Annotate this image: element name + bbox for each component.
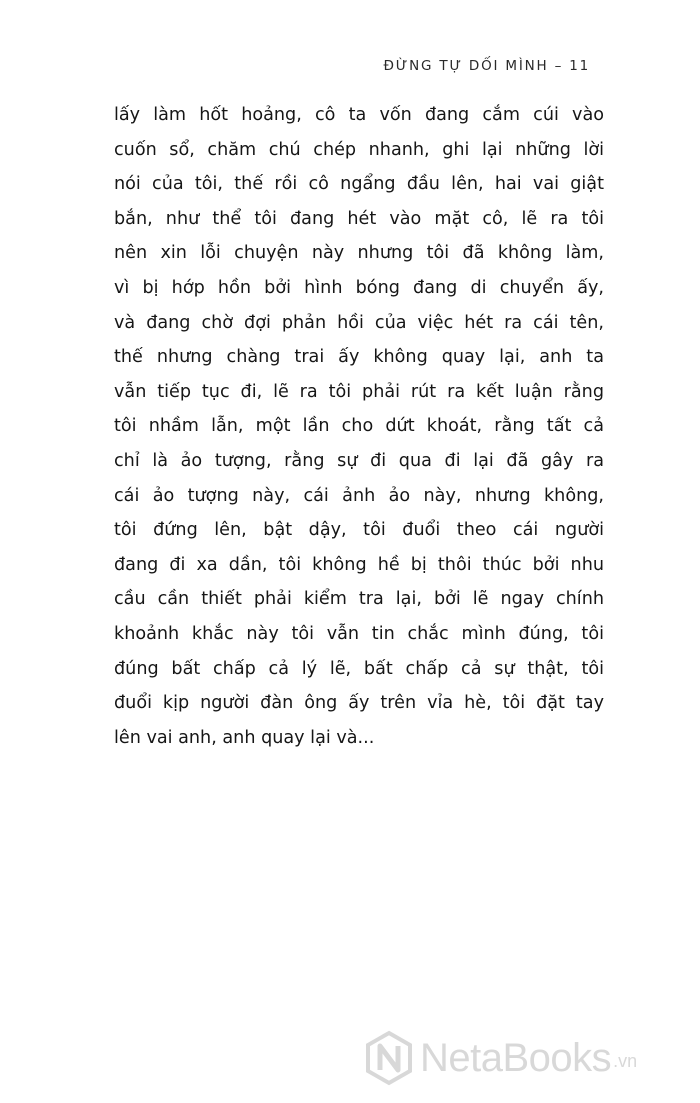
text-line: thế nhưng chàng trai ấy không quay lại, anh ta (114, 347, 604, 368)
text-line: nói của tôi, thế rồi cô ngẩng đầu lên, hai vai giật (114, 174, 604, 195)
text-line: cuốn sổ, chăm chú chép nhanh, ghi lại những lời (114, 139, 604, 160)
text-line: vì bị hớp hồn bởi hình bóng đang di chuyển ấy, (114, 277, 604, 298)
text-line: và đang chờ đợi phản hồi của việc hét ra cái tên, (114, 312, 604, 333)
hexagon-n-logo-icon (364, 1030, 414, 1086)
text-line: tôi đứng lên, bật dậy, tôi đuổi theo cái người (114, 520, 604, 541)
running-header: ĐỪNG TỰ DỐI MÌNH – 11 (383, 58, 590, 74)
text-line: chỉ là ảo tượng, rằng sự đi qua đi lại đã gây ra (114, 450, 604, 471)
text-line-last: lên vai anh, anh quay lại và... (114, 727, 375, 748)
text-line: khoảnh khắc này tôi vẫn tin chắc mình đúng, tôi (114, 623, 604, 644)
text-line: đuổi kịp người đàn ông ấy trên vỉa hè, tôi đặt tay (114, 693, 604, 714)
text-line: vẫn tiếp tục đi, lẽ ra tôi phải rút ra kết luận rằng (114, 381, 604, 402)
text-line: nên xin lỗi chuyện này nhưng tôi đã không làm, (114, 243, 604, 264)
body-text (114, 98, 604, 755)
watermark (364, 1030, 637, 1086)
text-line: cầu cần thiết phải kiểm tra lại, bởi lẽ ngay chính (114, 589, 604, 610)
text-line: đúng bất chấp cả lý lẽ, bất chấp cả sự thật, tôi (114, 658, 604, 679)
text-line: cái ảo tượng này, cái ảnh ảo này, nhưng không, (114, 485, 604, 506)
text-line: bắn, như thể tôi đang hét vào mặt cô, lẽ ra tôi (114, 208, 604, 229)
watermark-tld: .vn (613, 1051, 638, 1071)
watermark-brand: NetaBooks (420, 1035, 612, 1080)
text-line: lấy làm hốt hoảng, cô ta vốn đang cắm cúi vào (114, 105, 604, 125)
text-line: tôi nhầm lẫn, một lần cho dứt khoát, rằng tất cả (114, 416, 604, 437)
text-line: đang đi xa dần, tôi không hề bị thôi thúc bởi nhu (114, 554, 604, 575)
